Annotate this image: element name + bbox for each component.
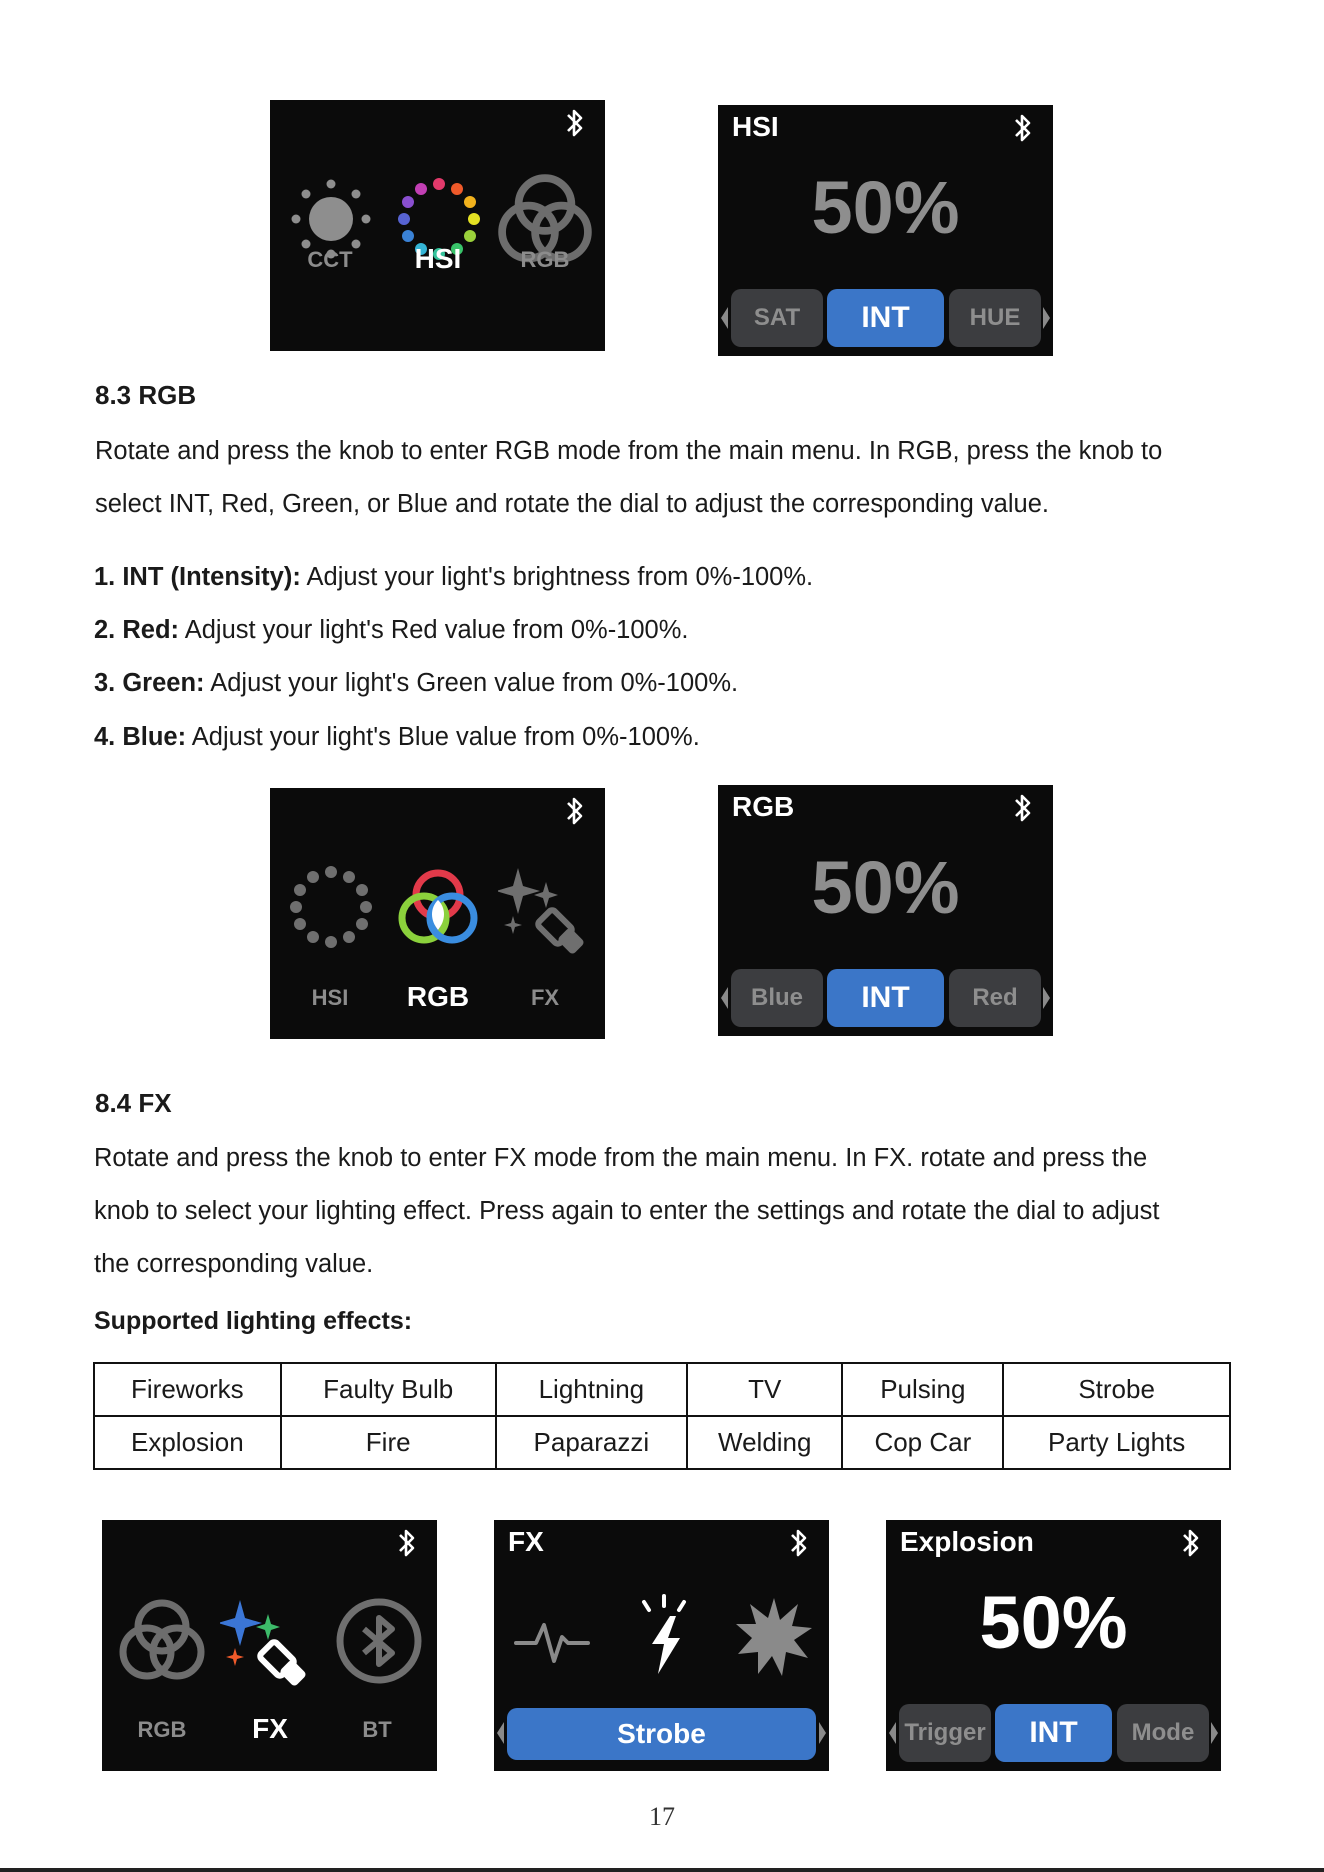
bluetooth-icon — [563, 106, 587, 140]
left-arrow-icon — [497, 1722, 504, 1744]
menu-label-hsi: HSI — [311, 985, 349, 1010]
effect-select-strobe[interactable]: Strobe — [507, 1708, 816, 1760]
menu-label-fx: FX — [252, 1713, 288, 1744]
left-arrow-icon — [721, 987, 728, 1009]
table-cell: Pulsing — [842, 1363, 1003, 1416]
sparkle-wand-icon — [498, 860, 598, 960]
strobe-bolt-icon — [624, 1592, 704, 1682]
list-item-text: Adjust your light's brightness from 0%-100%. — [300, 563, 814, 591]
left-arrow-icon — [721, 307, 728, 329]
tab-sat[interactable]: SAT — [731, 289, 823, 347]
rgb-menu-screen — [270, 788, 605, 1039]
screen-title: RGB — [732, 791, 795, 822]
list-item-label: 1. INT (Intensity): — [94, 563, 301, 591]
menu-label-rgb: RGB — [520, 247, 570, 272]
bluetooth-circle-icon — [334, 1596, 424, 1686]
table-cell: Strobe — [1003, 1363, 1230, 1416]
section-heading-fx: 8.4 FX — [95, 1088, 172, 1118]
menu-label-hsi: HSI — [414, 243, 462, 274]
right-arrow-icon — [1043, 307, 1050, 329]
right-arrow-icon — [819, 1722, 826, 1744]
section-heading-rgb: 8.3 RGB — [95, 380, 197, 410]
table-cell: Faulty Bulb — [281, 1363, 496, 1416]
tab-red[interactable]: Red — [949, 969, 1041, 1027]
table-cell: Welding — [687, 1416, 842, 1469]
fx-body-line-3: the corresponding value. — [94, 1250, 374, 1278]
table-cell: Paparazzi — [496, 1416, 687, 1469]
intensity-value: 50% — [979, 1581, 1128, 1664]
menu-label-rgb: RGB — [137, 1717, 187, 1742]
hsi-menu-screen — [270, 100, 605, 351]
list-item-red — [94, 616, 688, 645]
screen-title: Explosion — [900, 1526, 1034, 1557]
menu-label-bt: BT — [362, 1717, 392, 1742]
effects-table — [93, 1362, 1231, 1470]
table-cell: TV — [687, 1363, 842, 1416]
bluetooth-icon — [563, 794, 587, 828]
table-row — [94, 1416, 1230, 1469]
rgb-rings-icon — [388, 860, 488, 960]
tab-int[interactable]: INT — [827, 969, 944, 1027]
hsi-detail-screen — [718, 105, 1053, 356]
list-item-green — [94, 669, 738, 698]
rgb-detail-screen — [718, 785, 1053, 1036]
table-cell: Fire — [281, 1416, 496, 1469]
right-arrow-icon — [1043, 987, 1050, 1009]
intensity-value: 50% — [811, 166, 960, 249]
bluetooth-icon — [787, 1526, 811, 1560]
list-item-text: Adjust your light's Blue value from 0%-100%. — [186, 723, 700, 751]
table-cell: Fireworks — [94, 1363, 281, 1416]
bluetooth-icon — [1179, 1526, 1203, 1560]
list-item-label: 4. Blue: — [94, 723, 187, 751]
list-item-blue — [94, 723, 700, 752]
tab-int[interactable]: INT — [827, 289, 944, 347]
tab-mode[interactable]: Mode — [1117, 1704, 1209, 1762]
left-arrow-icon — [889, 1722, 896, 1744]
sparkle-wand-icon — [220, 1592, 320, 1692]
tab-int[interactable]: INT — [995, 1704, 1112, 1762]
fx-effect-screen — [494, 1520, 829, 1771]
table-cell: Party Lights — [1003, 1416, 1230, 1469]
bluetooth-icon — [395, 1526, 419, 1560]
tab-blue[interactable]: Blue — [731, 969, 823, 1027]
page-bottom-rule — [0, 1868, 1324, 1872]
fx-body-line-1: Rotate and press the knob to enter FX mode from the main menu. In FX. rotate and press the — [94, 1144, 1148, 1172]
tab-trigger[interactable]: Trigger — [899, 1704, 991, 1762]
effects-heading: Supported lighting effects: — [94, 1307, 413, 1335]
rgb-body-line-2: select INT, Red, Green, or Blue and rotate the dial to adjust the corresponding value. — [95, 490, 1049, 518]
table-cell: Cop Car — [842, 1416, 1003, 1469]
list-item-int — [94, 563, 813, 592]
screen-title: FX — [508, 1526, 544, 1557]
fx-body-line-2: knob to select your lighting effect. Press again to enter the settings and rotate the dial to adjust — [94, 1197, 1160, 1225]
intensity-value: 50% — [811, 846, 960, 929]
explosion-icon — [734, 1596, 814, 1680]
list-item-label: 2. Red: — [94, 616, 180, 644]
rgb-body-line-1: Rotate and press the knob to enter RGB mode from the main menu. In RGB, press the knob to — [95, 437, 1163, 465]
list-item-label: 3. Green: — [94, 669, 205, 697]
bluetooth-icon — [1011, 111, 1035, 145]
fx-detail-screen — [886, 1520, 1221, 1771]
bluetooth-icon — [1011, 791, 1035, 825]
list-item-text: Adjust your light's Green value from 0%-100%. — [204, 669, 739, 697]
color-wheel-icon — [288, 864, 374, 950]
tab-hue[interactable]: HUE — [949, 289, 1041, 347]
pulse-icon — [514, 1605, 590, 1675]
menu-label-fx: FX — [530, 985, 560, 1010]
table-cell: Explosion — [94, 1416, 281, 1469]
screen-title: HSI — [732, 111, 779, 142]
rgb-rings-icon — [112, 1592, 212, 1692]
list-item-text: Adjust your light's Red value from 0%-100%. — [179, 616, 689, 644]
fx-menu-screen — [102, 1520, 437, 1771]
right-arrow-icon — [1211, 1722, 1218, 1744]
menu-label-cct: CCT — [307, 247, 353, 272]
table-cell: Lightning — [496, 1363, 687, 1416]
page-number: 17 — [649, 1802, 675, 1831]
table-row — [94, 1363, 1230, 1416]
menu-label-rgb: RGB — [406, 981, 470, 1012]
